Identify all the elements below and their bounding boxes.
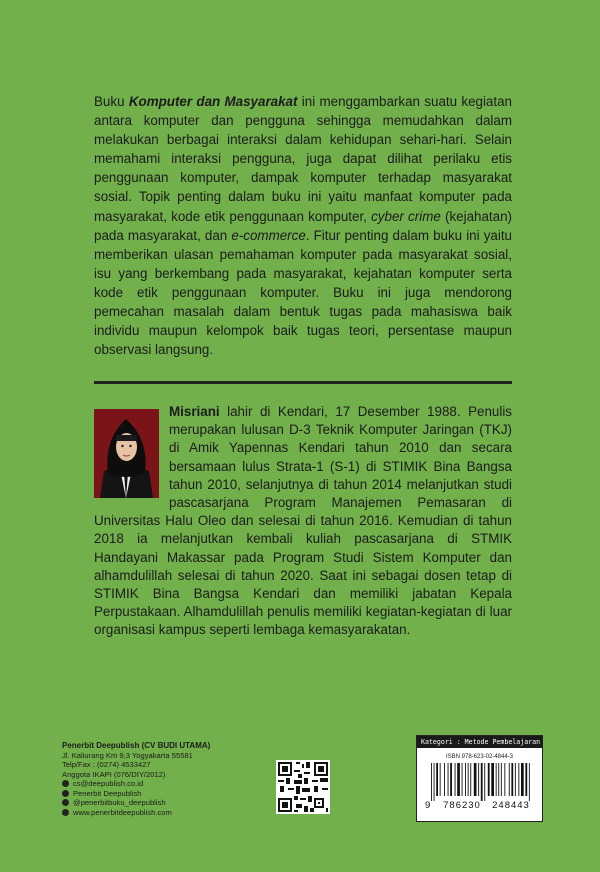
barcode-bar xyxy=(465,763,466,796)
synopsis-text-start: Buku xyxy=(94,94,129,109)
barcode-bar xyxy=(444,763,445,796)
barcode-bar xyxy=(484,763,485,801)
synopsis-text-1: ini menggambarkan suatu kegiatan antara komputer dan pengguna sehingga memudahkan dalam melakukan berbagai interaksi dalam kehidupan sehari-hari. Selain memahami interaksi pengguna, juga dapat dilihat perilaku etis penggunaan komputer, dampak komputer terhadap masyarakat sosial. Topik penting dalam buku ini yaitu manfaat komputer pada masyarakat, kode etik penggunaan komputer, xyxy=(94,94,512,224)
cyber-crime-term: cyber crime xyxy=(371,208,441,224)
publisher-address: Jl. Kaliurang Km 9,3 Yogyakarta 55581 xyxy=(62,750,193,760)
barcode-bar xyxy=(457,763,460,796)
publisher-info xyxy=(62,741,210,817)
isbn-label: ISBN 978-623-02-4844-3 xyxy=(445,754,514,760)
barcode-bar xyxy=(434,763,435,801)
barcode-bars xyxy=(425,763,535,801)
email-row xyxy=(62,779,210,789)
publisher-email: cs@deepublish.co.id xyxy=(73,779,144,788)
ecommerce-term: e-commerce xyxy=(231,227,306,243)
web-icon xyxy=(62,809,69,816)
barcode-bar xyxy=(509,763,510,796)
email-icon xyxy=(62,780,69,787)
barcode-digit-first: 9 xyxy=(425,800,431,811)
book-synopsis xyxy=(94,92,512,359)
barcode-bar xyxy=(504,763,505,796)
barcode-bar xyxy=(448,763,449,796)
barcode-bar xyxy=(462,763,463,796)
barcode-bar xyxy=(481,763,483,801)
barcode-bar xyxy=(455,763,456,796)
facebook-icon xyxy=(62,790,69,797)
barcode-bar xyxy=(440,763,441,796)
category-label: Kategori : Metode Pembelajaran xyxy=(417,736,542,748)
publisher-instagram: @penerbitbuku_deepublish xyxy=(73,798,166,807)
barcode-bar xyxy=(511,763,513,796)
instagram-icon xyxy=(62,799,69,806)
barcode-bar xyxy=(478,763,479,796)
barcode-bar xyxy=(488,763,490,796)
publisher-facebook: Penerbit Deepublish xyxy=(73,788,142,798)
isbn-barcode-box xyxy=(416,735,543,822)
section-divider xyxy=(94,381,512,384)
barcode-bar xyxy=(450,763,452,796)
barcode-digit-group-1: 786230 xyxy=(443,800,481,811)
publisher-website: www.penerbitdeepublish.com xyxy=(73,807,172,817)
author-bio xyxy=(94,403,512,640)
barcode-bar xyxy=(468,763,469,796)
barcode-bar xyxy=(436,763,438,796)
barcode-digit-group-2: 248443 xyxy=(492,800,530,811)
barcode-bar xyxy=(521,763,524,796)
instagram-row xyxy=(62,798,210,808)
barcode-bar xyxy=(529,763,530,801)
barcode-bar xyxy=(515,763,516,796)
barcode-bar xyxy=(518,763,519,796)
publisher-name: Penerbit Deepublish (CV BUDI UTAMA) xyxy=(62,741,211,750)
barcode-bar xyxy=(470,763,471,796)
facebook-row xyxy=(62,789,210,799)
barcode-bar xyxy=(474,763,477,796)
website-row xyxy=(62,808,210,818)
synopsis-text-2: (kejahatan) pada masyarakat, dan xyxy=(94,208,512,243)
qr-code xyxy=(276,760,330,814)
publisher-phone: Telp/Fax : (0274) 4533427 xyxy=(62,760,151,769)
barcode-bar xyxy=(431,763,432,801)
publisher-membership: Anggota IKAPI (076/DIY/2012) xyxy=(62,769,166,779)
barcode-bar xyxy=(525,763,527,796)
barcode-digits xyxy=(425,800,535,811)
barcode-bar xyxy=(501,763,502,796)
author-bio-text: lahir di Kendari, 17 Desember 1988. Penulis merupakan lulusan D-3 Teknik Komputer Jaringan (TKJ) di Amik Yapennas Kendari tahun 2010 dan secara bersamaan lulus Strata-1 (S-1) di STIMIK Bina Bangsa tahun 2010, selanjutnya di tahun 2014 melanjutkan studi pascasarjana Program Manajemen Pemasaran di Universitas Halu Oleo dan selesai di tahun 2016. Kemudian di tahun 2018 ia melanjutkan kembali kuliah pascasarjana di STMIK Handayani Makassar pada Program Studi Sistem Komputer dan alhamdulillah selesai di tahun 2020. Saat ini sebagai dosen tetap di STIMIK Bina Bangsa Kendari dan memiliki jabatan Kepala Perpustakaan. Alhamdulillah penulis memiliki kegiatan-kegiatan di luar organisasi kampus seperti lembaga kemasyarakatan. xyxy=(94,404,512,638)
synopsis-text-3: . Fitur penting dalam buku ini yaitu memberikan ulasan pemahaman komputer pada masyarakat sosial, isu yang berkembang pada masyarakat, kejahatan komputer serta kode etik penggunaan komputer. Buku ini juga mendorong pemecahan masalah dalam bentuk tugas pada mahasiswa baik individu maupun kelompok baik tugas teori, persentase maupun observasi langsung. xyxy=(94,227,512,358)
synopsis-paragraph xyxy=(94,92,512,359)
barcode-bar xyxy=(491,763,494,796)
barcode-bar xyxy=(496,763,497,796)
book-title-inline: Komputer dan Masyarakat xyxy=(128,94,298,109)
author-name: Misriani xyxy=(169,404,220,419)
barcode-bar xyxy=(498,763,499,796)
